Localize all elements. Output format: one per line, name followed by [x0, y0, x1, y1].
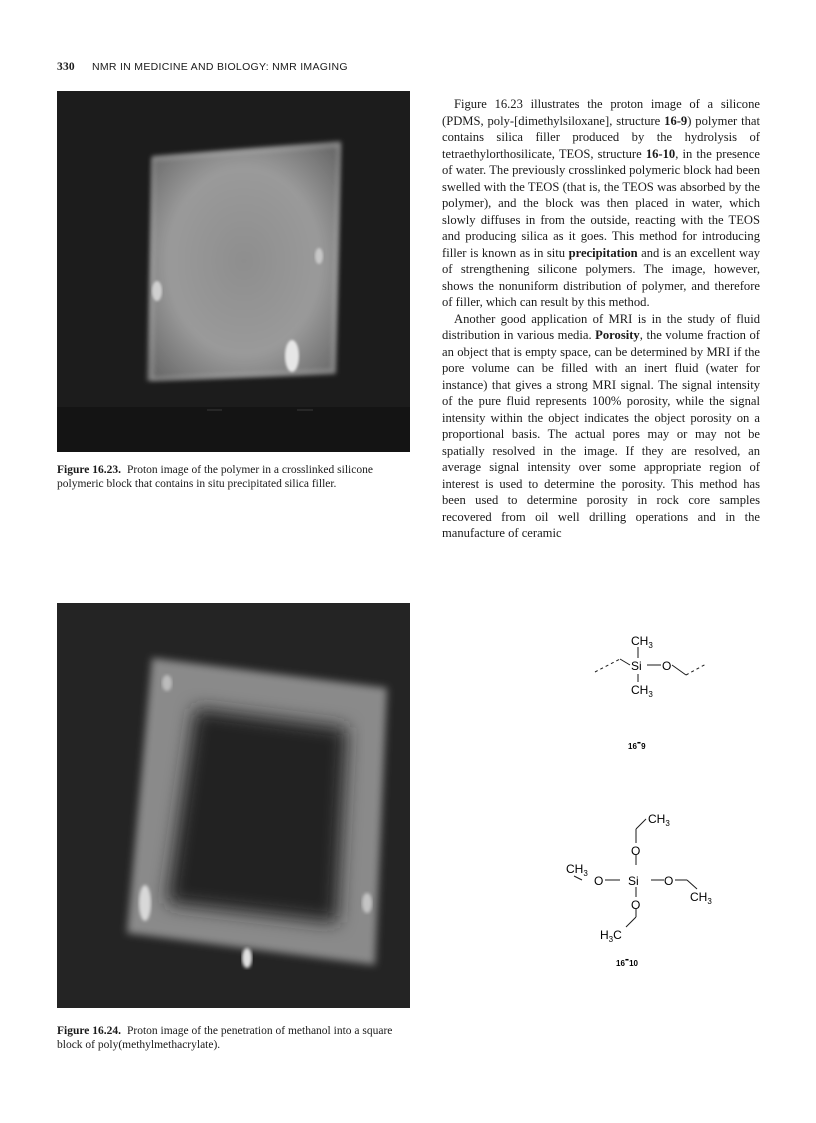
page-number: 330 [57, 61, 75, 73]
s169-ch3-top: CH3 [631, 634, 653, 650]
s169-o: O [662, 659, 672, 673]
figure-16-23-caption [57, 463, 412, 491]
polymer-block [147, 141, 341, 381]
figure-16-24-mri [57, 603, 410, 1008]
s1610-ch3-top: CH3 [648, 812, 670, 828]
figure-16-24-caption-text: Proton image of the penetration of methanol into a square block of poly(methylmethacrylate). [57, 1025, 393, 1051]
s1610-o-bottom: O [631, 898, 641, 912]
dry-core [167, 708, 347, 923]
s1610-o-left: O [594, 874, 604, 888]
figure-16-24-caption [57, 1024, 417, 1052]
structure-16-9 [580, 630, 760, 750]
s1610-si: Si [628, 874, 639, 888]
figure-16-24-label: Figure 16.24. [57, 1025, 121, 1037]
paragraph-1: Figure 16.23 illustrates the proton image of a silicone (PDMS, poly-[dimethylsiloxane], structure 16-9) polymer that contains silica filler produced by the hydrolysis of tetraethylorthosilicate, TEOS, structure 16-10, in the presence of water. The previously crosslinked polymeric block had been swelled with the TEOS (that is, the TEOS was absorbed by the polymer), and the block was then placed in water, which slowly diffuses in from the outside, reacting with the TEOS and producing silica as it goes. This method for introducing filler is known as in situ precipitation and is an excellent way of strengthening silicone polymers. The image, however, shows the nonuniform distribution of polymer, and therefore of filler, which can result by this method. [442, 97, 760, 309]
figure-16-23-caption-text: Proton image of the polymer in a crosslinked silicone polymeric block that contains in situ precipitated silica filler. [57, 464, 373, 490]
structure-16-10-label: 16-10 [616, 952, 638, 968]
structure-16-10 [560, 805, 760, 975]
s169-si: Si [631, 659, 642, 673]
paragraph-2: Another good application of MRI is in the study of fluid distribution in various media. Porosity, the volume fraction of an object that is empty space, can be determined by MRI if the pore volume can be filled with an inert fluid (water for instance) that gives a strong MRI signal. The signal intensity of the pure fluid represents 100% porosity, while the signal intensity within the object indicates the object porosity on a proportional basis. The actual pores may or may not be spatially resolved in the image. If they are resolved, an average signal intensity over some appropriate region of interest is used to determine the porosity. This method has been used to determine porosity in rock core samples recovered from oil well drilling operations and in the manufacture of ceramic [442, 311, 760, 540]
running-header [57, 61, 348, 73]
s169-ch3-bottom: CH3 [631, 683, 653, 699]
s1610-h3c-bottom: H3C [600, 928, 622, 944]
structure-16-9-label: 16-9 [628, 735, 646, 750]
figure-16-23-image [57, 91, 410, 452]
s1610-o-top: O [631, 844, 641, 858]
running-title: NMR IN MEDICINE AND BIOLOGY: NMR IMAGING [91, 61, 348, 73]
body-text [442, 96, 760, 542]
s1610-ch3-left: CH3 [566, 862, 588, 878]
figure-16-23-mri [57, 91, 410, 452]
figure-16-23-label: Figure 16.23. [57, 464, 121, 476]
s1610-ch3-right: CH3 [690, 890, 712, 906]
s1610-o-right: O [664, 874, 674, 888]
figure-16-24-image [57, 603, 410, 1008]
